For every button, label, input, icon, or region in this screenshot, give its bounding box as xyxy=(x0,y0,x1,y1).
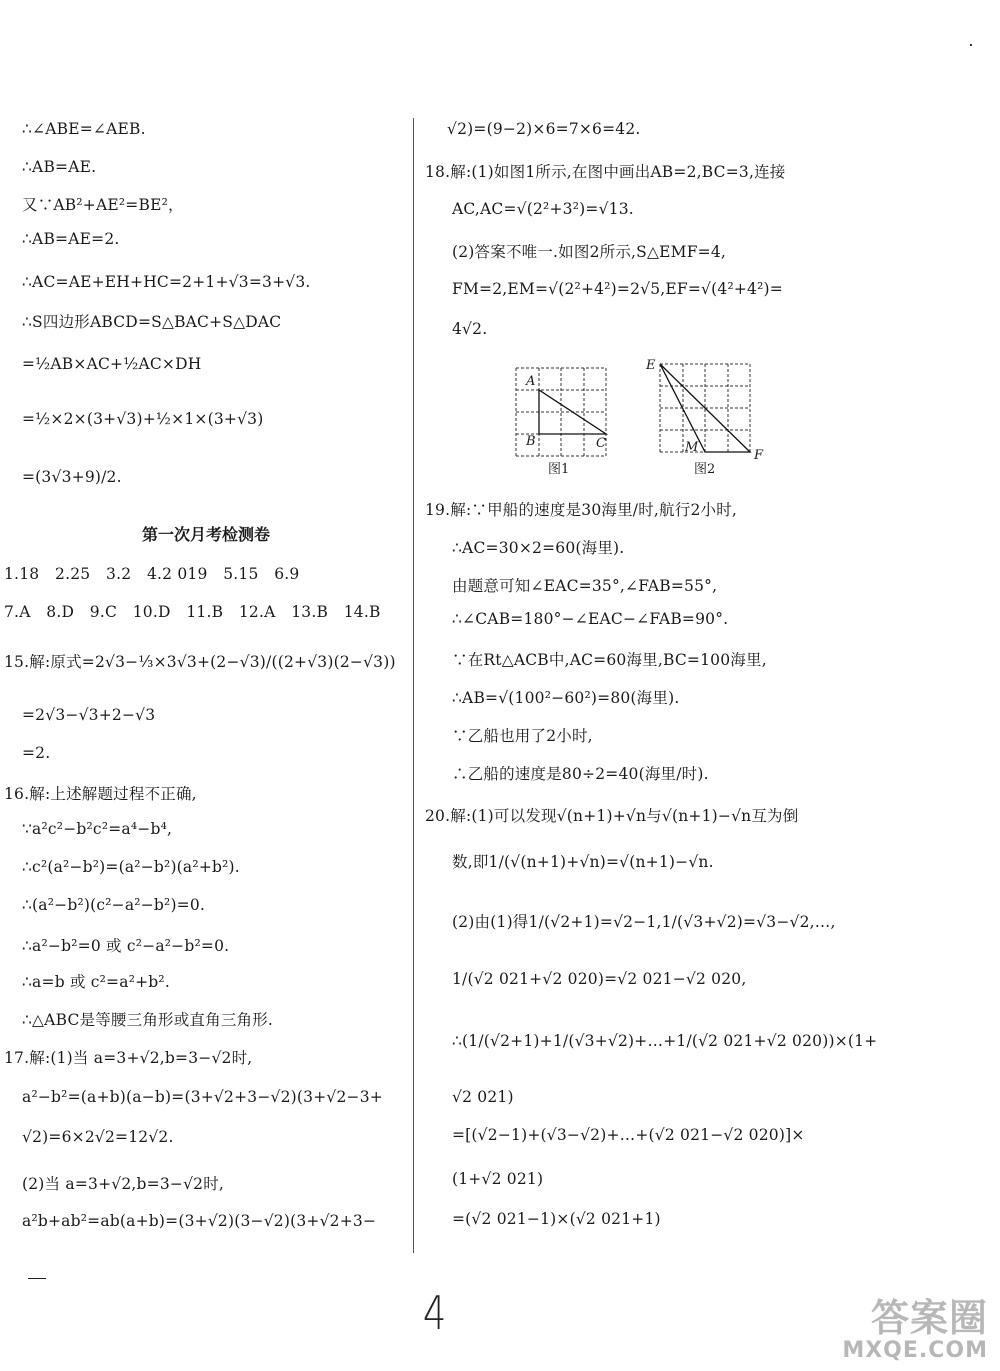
q17-line: √2)=6×2√2=12√2. xyxy=(22,1128,174,1146)
q19-line: ∵在Rt△ACB中,AC=60海里,BC=100海里, xyxy=(452,651,767,669)
q20-line: (1+√2 021) xyxy=(452,1170,544,1188)
q19-line: 19.解:∵甲船的速度是30海里/时,航行2小时, xyxy=(425,501,738,519)
q18-line: 4√2. xyxy=(452,320,488,338)
q16-line: ∴a²−b²=0 或 c²−a²−b²=0. xyxy=(22,937,230,955)
grid-figure-2 xyxy=(642,356,772,474)
text-line: =½×2×(3+√3)+½×1×(3+√3) xyxy=(22,410,264,428)
text-line: ∴AB=AE. xyxy=(22,158,97,176)
q17-line: a²b+ab²=ab(a+b)=(3+√2)(3−√2)(3+√2+3− xyxy=(22,1212,377,1230)
q17-line: 17.解:(1)当 a=3+√2,b=3−√2时, xyxy=(4,1049,253,1067)
watermark-en: MXQE.COM xyxy=(842,1338,988,1363)
section-title: 第一次月考检测卷 xyxy=(142,525,271,544)
text-line: √2)=(9−2)×6=7×6=42. xyxy=(447,120,641,138)
q20-line: =[(√2−1)+(√3−√2)+…+(√2 021−√2 020)]× xyxy=(452,1126,805,1144)
q20-line: 20.解:(1)可以发现√(n+1)+√n与√(n+1)−√n互为倒 xyxy=(425,807,799,825)
text-line: ∴AC=AE+EH+HC=2+1+√3=3+√3. xyxy=(22,273,311,291)
text-line: 又∵AB²+AE²=BE²， xyxy=(22,196,184,214)
text-line: ∴AB=AE=2. xyxy=(22,230,120,248)
q19-line: ∴AB=√(100²−60²)=80(海里). xyxy=(452,689,680,707)
q15-line: =2√3−√3+2−√3 xyxy=(22,706,156,724)
footer-dash xyxy=(28,1278,46,1279)
label-a: A xyxy=(526,374,536,389)
q20-line: =(√2 021−1)×(√2 021+1) xyxy=(452,1210,661,1228)
q20-line: √2 021) xyxy=(452,1088,514,1106)
label-e: E xyxy=(646,358,656,373)
q16-line: ∴c²(a²−b²)=(a²−b²)(a²+b²). xyxy=(22,858,240,876)
q19-line: ∴∠CAB=180°−∠EAC−∠FAB=90°. xyxy=(452,610,729,628)
figure-2 xyxy=(642,356,772,478)
figure-1-caption: 图1 xyxy=(548,462,570,477)
q20-line: 数,即1/(√(n+1)+√n)=√(n+1)−√n. xyxy=(452,853,714,871)
q20-line: ∴(1/(√2+1)+1/(√3+√2)+…+1/(√2 021+√2 020))×(1+ xyxy=(452,1032,878,1050)
q16-line: 16.解:上述解题过程不正确, xyxy=(4,785,197,803)
text-line: =½AB×AC+½AC×DH xyxy=(22,355,202,373)
q19-line: ∴AC=30×2=60(海里). xyxy=(452,539,625,557)
answer-row: 7.A 8.D 9.C 10.D 11.B 12.A 13.B 14.B xyxy=(4,603,381,621)
watermark-cn: 答案圈 xyxy=(870,1296,988,1340)
page-number: 4 xyxy=(422,1286,447,1340)
q18-line: AC,AC=√(2²+3²)=√13. xyxy=(452,200,634,218)
q16-line: ∴a=b 或 c²=a²+b². xyxy=(22,973,170,991)
label-b: B xyxy=(526,434,536,449)
q15-line: =2. xyxy=(22,744,51,762)
text-line: ∴∠ABE=∠AEB. xyxy=(22,120,146,138)
figure-2-caption: 图2 xyxy=(694,462,716,477)
q20-line: (2)由(1)得1/(√2+1)=√2−1,1/(√3+√2)=√3−√2,…, xyxy=(452,913,836,931)
label-f: F xyxy=(754,448,764,463)
label-m: M xyxy=(685,440,699,455)
q17-line: a²−b²=(a+b)(a−b)=(3+√2+3−√2)(3+√2−3+ xyxy=(22,1088,383,1106)
column-divider xyxy=(413,118,414,1253)
q18-line: 18.解:(1)如图1所示,在图中画出AB=2,BC=3,连接 xyxy=(425,163,786,181)
q16-line: ∴△ABC是等腰三角形或直角三角形. xyxy=(22,1011,274,1029)
q18-line: (2)答案不唯一.如图2所示,S△EMF=4, xyxy=(452,243,727,261)
q16-line: ∵a²c²−b²c²=a⁴−b⁴, xyxy=(22,820,173,838)
q17-line: (2)当 a=3+√2,b=3−√2时, xyxy=(22,1175,225,1193)
q15-line: 15.解:原式=2√3−⅓×3√3+(2−√3)/((2+√3)(2−√3)) xyxy=(4,653,396,671)
text-line: ∴S四边形ABCD=S△BAC+S△DAC xyxy=(22,313,282,331)
figure-1 xyxy=(510,362,615,484)
speck xyxy=(970,44,972,46)
text-line: =(3√3+9)/2. xyxy=(22,468,122,486)
q18-line: FM=2,EM=√(2²+4²)=2√5,EF=√(4²+4²)= xyxy=(452,280,783,298)
q16-line: ∴(a²−b²)(c²−a²−b²)=0. xyxy=(22,896,206,914)
q19-line: ∴乙船的速度是80÷2=40(海里/时). xyxy=(452,765,709,783)
label-c: C xyxy=(596,436,606,451)
watermark xyxy=(842,1287,988,1363)
q20-line: 1/(√2 021+√2 020)=√2 021−√2 020, xyxy=(452,970,747,988)
answer-row: 1.18 2.25 3.2 4.2 019 5.15 6.9 xyxy=(4,565,300,583)
q19-line: 由题意可知∠EAC=35°,∠FAB=55°, xyxy=(452,577,718,595)
q19-line: ∵乙船也用了2小时, xyxy=(452,727,593,745)
